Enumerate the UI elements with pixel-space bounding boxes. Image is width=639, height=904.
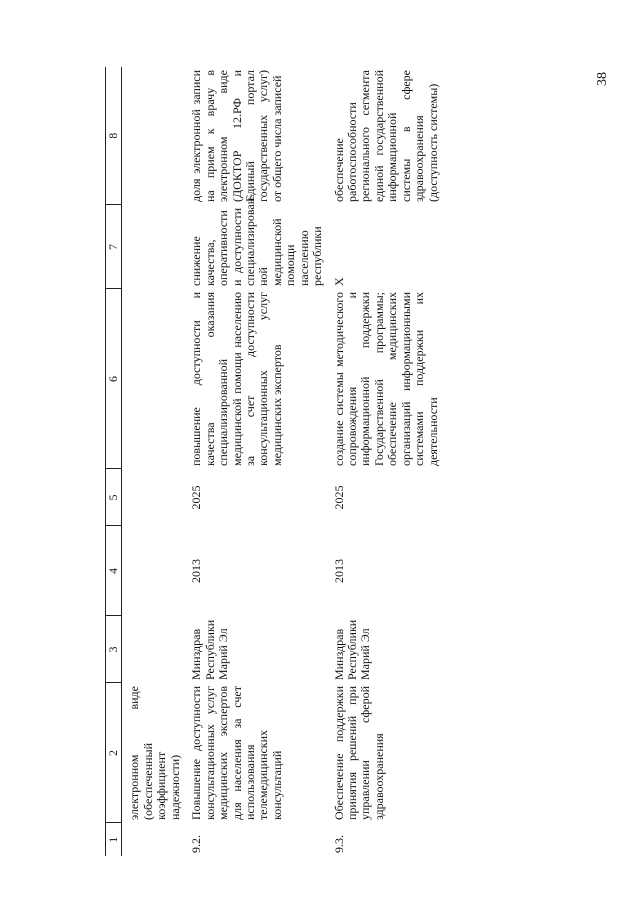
start-year: 2013 bbox=[189, 559, 204, 583]
start-year: 2013 bbox=[331, 559, 346, 583]
header-cell: 6 bbox=[106, 289, 122, 469]
row-number: 9.3. bbox=[331, 835, 346, 853]
start-year bbox=[122, 526, 184, 616]
measure-name: Обеспечение поддержки принятия решений при управлении сферой здравоохранения bbox=[331, 686, 386, 820]
header-cell: 5 bbox=[106, 469, 122, 526]
header-cell: 2 bbox=[106, 683, 122, 823]
consequence: снижение качества, оперативности и доступности специализирован-ной медицинской помощи населению республики bbox=[189, 193, 325, 286]
table-row bbox=[327, 67, 443, 856]
executor bbox=[122, 616, 184, 683]
header-cell: 4 bbox=[106, 526, 122, 616]
header-cell: 1 bbox=[106, 823, 122, 856]
indicator: доля электронной записи на прием к врачу в электронном виде (ДОКТОР 12.РФ и Единый портал государственных услуг) от общего числа записей bbox=[189, 70, 284, 202]
header-cell: 7 bbox=[106, 205, 122, 289]
table-container bbox=[105, 67, 516, 856]
indicator: обеспечение работоспособности регионального сегмента единой государственной информационной системы в сфере здравоохранения (доступность системы) bbox=[331, 70, 440, 202]
program-measures-table bbox=[105, 67, 442, 856]
row-number: 9.2. bbox=[189, 835, 204, 853]
measure-name: электронном виде (обеспеченный коэффициент надежности) bbox=[127, 686, 182, 820]
expected-result: повышение доступности и качества оказания специализированной медицинской помощи населению за счет доступности консультационных услуг медицинских экспертов bbox=[189, 292, 284, 466]
indicator bbox=[122, 67, 184, 205]
header-cell: 8 bbox=[106, 67, 122, 205]
expected-result: создание системы методического сопровождения и информационной поддержки Государственной программы; обеспечение медицинских организаций информационными системами поддержки их деятельности bbox=[331, 292, 440, 466]
page-number: 38 bbox=[595, 72, 610, 86]
header-cell: 3 bbox=[106, 616, 122, 683]
measure-name: Повышение доступности консультационных услуг медицинских экспертов для населения за счет использования телемедицинских консультаций bbox=[189, 686, 284, 820]
consequence bbox=[122, 205, 184, 289]
executor: Минздрав Республики Марий Эл bbox=[189, 619, 231, 680]
table-row bbox=[122, 67, 184, 856]
expected-result bbox=[122, 289, 184, 469]
end-year bbox=[122, 469, 184, 526]
executor: Минздрав Республики Марий Эл bbox=[331, 619, 373, 680]
row-number bbox=[122, 823, 184, 856]
end-year: 2025 bbox=[189, 485, 204, 510]
table-row bbox=[184, 67, 326, 856]
end-year: 2025 bbox=[331, 485, 346, 510]
consequence: X bbox=[331, 277, 346, 286]
table-header-row bbox=[106, 67, 122, 856]
